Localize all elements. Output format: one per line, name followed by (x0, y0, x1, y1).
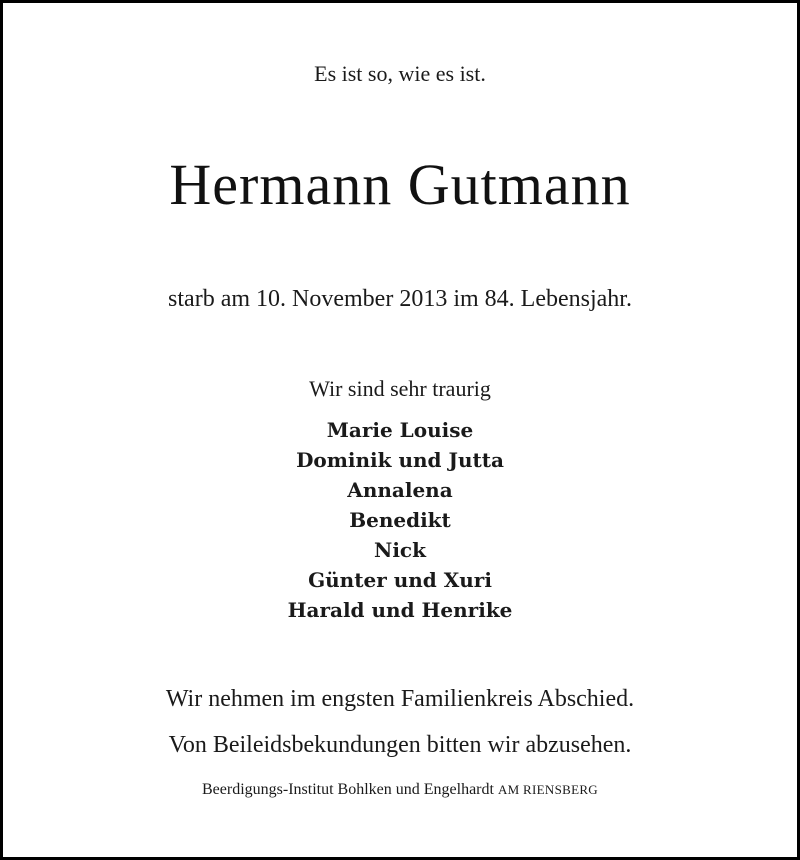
farewell-statement: Wir nehmen im engsten Familienkreis Abschied. (165, 686, 635, 712)
mourner-name: Nick (374, 538, 426, 562)
undertaker-location: AM RIENSBERG (497, 782, 598, 797)
deceased-name: Hermann Gutmann (169, 152, 631, 217)
undertaker-line (3, 781, 797, 799)
undertaker-name: Beerdigungs-Institut Bohlken und Engelhardt (202, 781, 494, 798)
death-date-line: starb am 10. November 2013 im 84. Lebensjahr. (168, 286, 632, 312)
mourner-name: Günter und Xuri (308, 568, 492, 592)
motto: Es ist so, wie es ist. (314, 61, 486, 86)
mourner-name: Benedikt (349, 508, 451, 532)
mourner-name: Harald und Henrike (287, 598, 513, 622)
mourners-list (3, 415, 797, 625)
mourner-name: Annalena (347, 478, 453, 502)
mourners-intro: Wir sind sehr traurig (309, 376, 491, 401)
condolences-request: Von Beileidsbekundungen bitten wir abzusehen. (168, 732, 632, 758)
mourner-name: Dominik und Jutta (296, 448, 504, 472)
mourner-name: Marie Louise (326, 418, 474, 442)
